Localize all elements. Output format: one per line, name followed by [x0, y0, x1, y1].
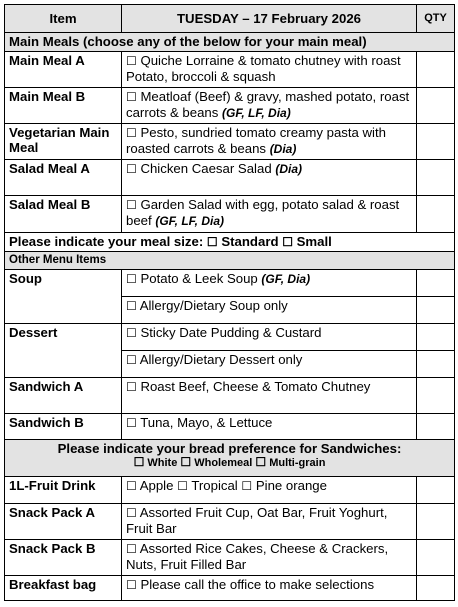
checkbox-icon[interactable]: ☐	[126, 578, 137, 592]
bread-options	[9, 456, 450, 470]
juice-row	[5, 477, 455, 504]
dietary-tags: (GF, LF, Dia)	[222, 106, 291, 120]
meal-option[interactable]	[122, 196, 417, 233]
checkbox-icon[interactable]: ☐	[126, 506, 137, 520]
soup-label: Soup	[5, 270, 122, 324]
meal-description: Garden Salad with egg, potato salad & roast beef	[126, 197, 400, 228]
soup-option[interactable]	[122, 297, 417, 324]
sandwich-row	[5, 378, 455, 414]
checkbox-icon[interactable]: ☐	[206, 235, 218, 249]
qty-cell[interactable]	[417, 196, 455, 233]
meal-row	[5, 52, 455, 88]
sandwich-option[interactable]	[122, 414, 417, 440]
dessert-description: Sticky Date Pudding & Custard	[140, 325, 322, 340]
soup-description: Allergy/Dietary Soup only	[139, 298, 288, 313]
checkbox-icon[interactable]: ☐	[126, 353, 137, 367]
checkbox-icon[interactable]: ☐	[126, 542, 137, 556]
qty-cell[interactable]	[417, 504, 455, 540]
meal-description: Meatloaf (Beef) & gravy, mashed potato, roast carrots & beans	[126, 89, 410, 120]
checkbox-icon[interactable]: ☐	[126, 326, 137, 340]
meal-label: Main Meal A	[5, 52, 122, 88]
checkbox-icon[interactable]: ☐	[126, 479, 137, 493]
menu-order-table	[4, 4, 455, 601]
dessert-option[interactable]	[122, 351, 417, 378]
bread-preference-row	[5, 440, 455, 477]
breakfast-description: Please call the office to make selections	[140, 577, 375, 592]
checkbox-icon[interactable]: ☐	[126, 90, 137, 104]
meal-size-standard[interactable]: Standard	[221, 234, 279, 249]
snack-label: Snack Pack B	[5, 540, 122, 576]
qty-cell[interactable]	[417, 52, 455, 88]
juice-options[interactable]	[122, 477, 417, 504]
checkbox-icon[interactable]: ☐	[133, 455, 145, 469]
snack-description: Assorted Rice Cakes, Cheese & Crackers, Nuts, Fruit Filled Bar	[126, 541, 389, 572]
checkbox-icon[interactable]: ☐	[126, 54, 137, 68]
breakfast-label: Breakfast bag	[5, 576, 122, 601]
snack-row	[5, 504, 455, 540]
meal-size-small[interactable]: Small	[296, 234, 332, 249]
qty-cell[interactable]	[417, 297, 455, 324]
qty-cell[interactable]	[417, 124, 455, 160]
qty-cell[interactable]	[417, 160, 455, 196]
sandwich-description: Tuna, Mayo, & Lettuce	[140, 415, 273, 430]
bread-white[interactable]: White	[147, 457, 178, 469]
sandwich-option[interactable]	[122, 378, 417, 414]
sandwich-description: Roast Beef, Cheese & Tomato Chutney	[140, 379, 371, 394]
sandwich-label: Sandwich A	[5, 378, 122, 414]
meal-size-row	[5, 233, 455, 252]
checkbox-icon[interactable]: ☐	[126, 272, 137, 286]
juice-apple[interactable]: Apple	[139, 478, 174, 493]
main-meals-section-header: Main Meals (choose any of the below for your main meal)	[5, 33, 455, 52]
meal-row	[5, 124, 455, 160]
item-column-header: Item	[5, 5, 122, 33]
meal-label: Salad Meal B	[5, 196, 122, 233]
breakfast-row	[5, 576, 455, 601]
snack-option[interactable]	[122, 504, 417, 540]
dietary-tags: (GF, Dia)	[261, 272, 311, 286]
checkbox-icon[interactable]: ☐	[282, 235, 293, 249]
snack-row	[5, 540, 455, 576]
sandwich-row	[5, 414, 455, 440]
qty-cell[interactable]	[417, 477, 455, 504]
qty-cell[interactable]	[417, 270, 455, 297]
meal-description: Pesto, sundried tomato creamy pasta with roasted carrots & beans	[126, 125, 386, 156]
snack-label: Snack Pack A	[5, 504, 122, 540]
checkbox-icon[interactable]: ☐	[126, 126, 137, 140]
dessert-row	[5, 324, 455, 351]
dessert-label: Dessert	[5, 324, 122, 378]
qty-cell[interactable]	[417, 378, 455, 414]
meal-option[interactable]	[122, 160, 417, 196]
soup-description: Potato & Leek Soup	[140, 271, 258, 286]
checkbox-icon[interactable]: ☐	[177, 479, 188, 493]
soup-option[interactable]	[122, 270, 417, 297]
qty-column-header: QTY	[417, 5, 455, 33]
meal-option[interactable]	[122, 124, 417, 160]
qty-cell[interactable]	[417, 540, 455, 576]
dietary-tags: (Dia)	[275, 162, 302, 176]
sandwich-label: Sandwich B	[5, 414, 122, 440]
juice-label: 1L-Fruit Drink	[5, 477, 122, 504]
bread-wholemeal[interactable]: Wholemeal	[194, 457, 253, 469]
other-items-section-header: Other Menu Items	[5, 252, 455, 270]
checkbox-icon[interactable]: ☐	[180, 455, 192, 469]
soup-row	[5, 270, 455, 297]
meal-size-prompt: Please indicate your meal size:	[9, 234, 204, 249]
header-row	[5, 5, 455, 33]
qty-cell[interactable]	[417, 576, 455, 601]
meal-label: Main Meal B	[5, 88, 122, 124]
snack-option[interactable]	[122, 540, 417, 576]
dietary-tags: (Dia)	[269, 142, 297, 156]
bread-multigrain[interactable]: Multi-grain	[269, 457, 326, 469]
qty-cell[interactable]	[417, 414, 455, 440]
dietary-tags: (GF, LF, Dia)	[155, 214, 225, 228]
meal-label: Vegetarian Main Meal	[5, 124, 122, 160]
checkbox-icon[interactable]: ☐	[126, 162, 137, 176]
snack-description: Assorted Fruit Cup, Oat Bar, Fruit Yoghurt, Fruit Bar	[126, 505, 388, 536]
dessert-option[interactable]	[122, 324, 417, 351]
checkbox-icon[interactable]: ☐	[255, 455, 267, 469]
qty-cell[interactable]	[417, 351, 455, 378]
meal-row	[5, 196, 455, 233]
checkbox-icon[interactable]: ☐	[126, 198, 137, 212]
juice-pine-orange[interactable]: Pine orange	[255, 478, 327, 493]
qty-cell[interactable]	[417, 324, 455, 351]
checkbox-icon[interactable]: ☐	[126, 416, 137, 430]
meal-option[interactable]	[122, 88, 417, 124]
day-column-header: TUESDAY – 17 February 2026	[122, 5, 417, 33]
checkbox-icon[interactable]: ☐	[126, 380, 137, 394]
bread-preference-prompt: Please indicate your bread preference for Sandwiches:	[57, 441, 402, 456]
meal-description: Chicken Caesar Salad	[140, 161, 272, 176]
checkbox-icon[interactable]: ☐	[241, 479, 253, 493]
qty-cell[interactable]	[417, 88, 455, 124]
checkbox-icon[interactable]: ☐	[126, 299, 137, 313]
meal-row	[5, 88, 455, 124]
meal-label: Salad Meal A	[5, 160, 122, 196]
breakfast-option[interactable]	[122, 576, 417, 601]
meal-description: Quiche Lorraine & tomato chutney with roast Potato, broccoli & squash	[126, 53, 401, 84]
meal-row	[5, 160, 455, 196]
meal-option[interactable]	[122, 52, 417, 88]
dessert-description: Allergy/Dietary Dessert only	[139, 352, 303, 367]
juice-tropical[interactable]: Tropical	[191, 478, 238, 493]
